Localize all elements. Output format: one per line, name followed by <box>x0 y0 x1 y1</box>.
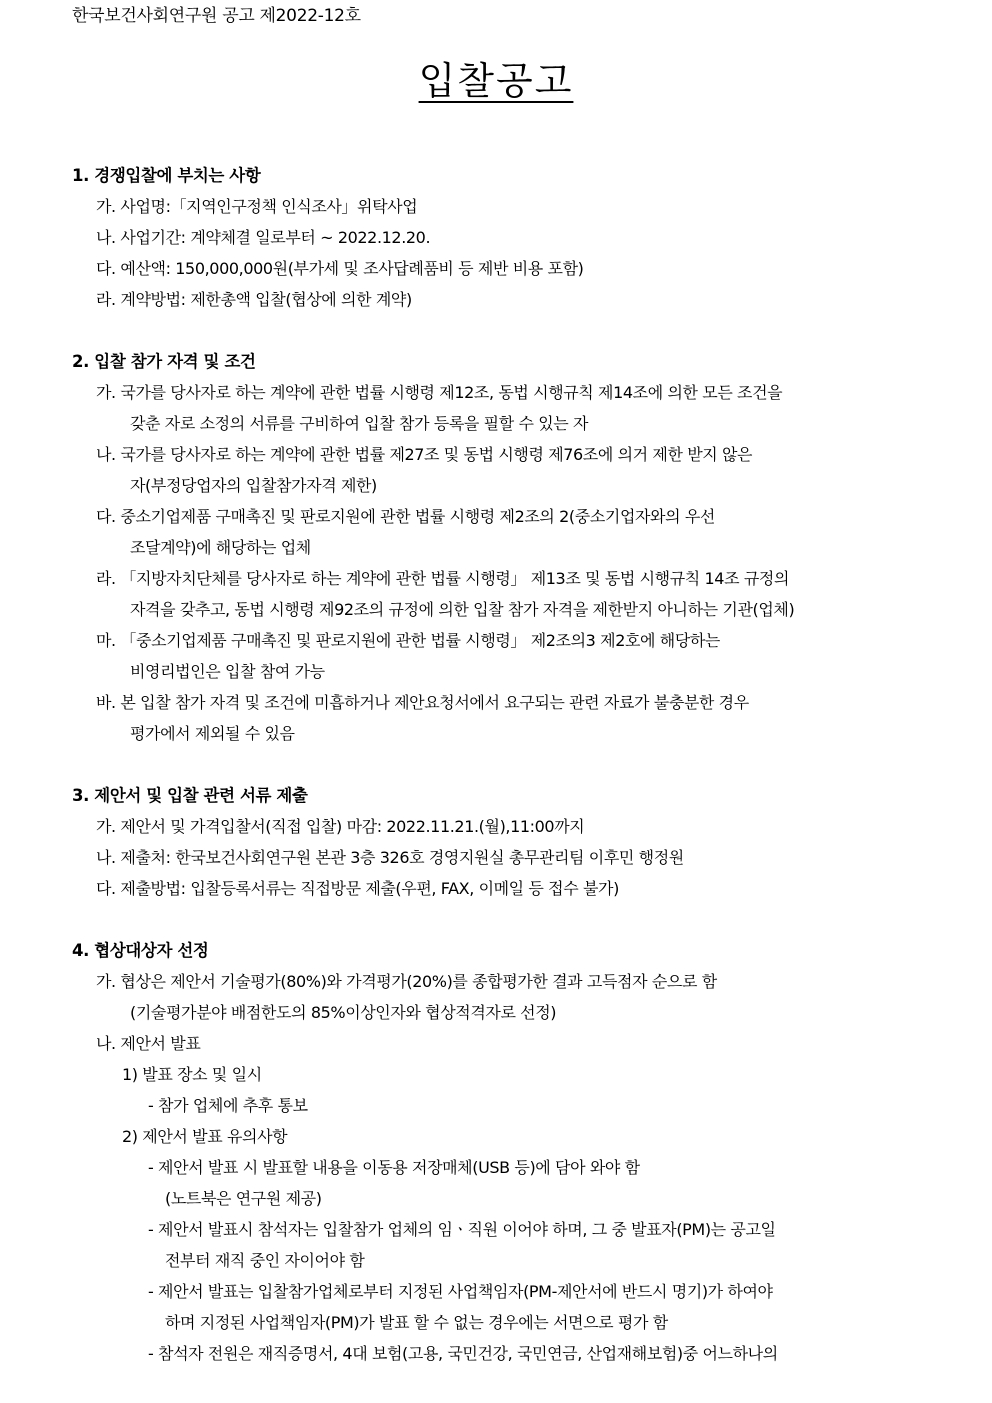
bullet-item: - 제안서 발표는 입찰참가업체로부터 지정된 사업책임자(PM-제안서에 반드시 명기)가 하여야 <box>148 1282 773 1301</box>
list-item: 라. 계약방법: 제한총액 입찰(협상에 의한 계약) <box>96 290 412 309</box>
list-item: 다. 제출방법: 입찰등록서류는 직접방문 제출(우편, FAX, 이메일 등 접수 불가) <box>96 879 619 898</box>
list-item-continuation: 자(부정당업자의 입찰참가자격 제한) <box>130 476 377 495</box>
sub-item: 1) 발표 장소 및 일시 <box>122 1065 262 1084</box>
list-item: 가. 협상은 제안서 기술평가(80%)와 가격평가(20%)를 종합평가한 결과 고득점자 순으로 함 <box>96 972 717 991</box>
section-heading: 1. 경쟁입찰에 부치는 사항 <box>72 166 261 185</box>
bullet-item: - 제안서 발표 시 발표할 내용을 이동용 저장매체(USB 등)에 담아 와야 함 <box>148 1158 640 1177</box>
document-body <box>72 160 932 1369</box>
bullet-item-continuation: 하며 지정된 사업책임자(PM)가 발표 할 수 없는 경우에는 서면으로 평가 함 <box>165 1313 668 1332</box>
bullet-item-continuation: (노트북은 연구원 제공) <box>165 1189 322 1208</box>
list-item-continuation: 자격을 갖추고, 동법 시행령 제92조의 규정에 의한 입찰 참가 자격을 제한받지 아니하는 기관(업체) <box>130 600 795 619</box>
document-title: 입찰공고 <box>418 59 574 103</box>
notice-number: 한국보건사회연구원 공고 제2022-12호 <box>72 6 361 26</box>
list-item: 마. 「중소기업제품 구매촉진 및 판로지원에 관한 법률 시행령」 제2조의3 제2호에 해당하는 <box>96 631 720 650</box>
list-item: 바. 본 입찰 참가 자격 및 조건에 미흡하거나 제안요청서에서 요구되는 관련 자료가 불충분한 경우 <box>96 693 749 712</box>
section-heading: 3. 제안서 및 입찰 관련 서류 제출 <box>72 786 308 805</box>
list-item: 가. 국가를 당사자로 하는 계약에 관한 법률 시행령 제12조, 동법 시행규칙 제14조에 의한 모든 조건을 <box>96 383 783 402</box>
list-item: 다. 중소기업제품 구매촉진 및 판로지원에 관한 법률 시행령 제2조의 2(중소기업자와의 우선 <box>96 507 715 526</box>
list-item: 가. 제안서 및 가격입찰서(직접 입찰) 마감: 2022.11.21.(월),11:00까지 <box>96 817 585 836</box>
list-item-continuation: 갖춘 자로 소정의 서류를 구비하여 입찰 참가 등록을 필할 수 있는 자 <box>130 414 589 433</box>
bullet-item: - 제안서 발표시 참석자는 입찰참가 업체의 임ㆍ직원 이어야 하며, 그 중 발표자(PM)는 공고일 <box>148 1220 776 1239</box>
bullet-item: - 참석자 전원은 재직증명서, 4대 보험(고용, 국민건강, 국민연금, 산업재해보험)중 어느하나의 <box>148 1344 778 1363</box>
list-item: 가. 사업명:「지역인구정책 인식조사」위탁사업 <box>96 197 418 216</box>
list-item-continuation: (기술평가분야 배점한도의 85%이상인자와 협상적격자로 선정) <box>130 1003 557 1022</box>
section-heading: 4. 협상대상자 선정 <box>72 941 209 960</box>
list-item: 라. 「지방자치단체를 당사자로 하는 계약에 관한 법률 시행령」 제13조 및 동법 시행규칙 14조 규정의 <box>96 569 789 588</box>
bullet-item-continuation: 전부터 재직 중인 자이어야 함 <box>165 1251 365 1270</box>
list-item: 나. 국가를 당사자로 하는 계약에 관한 법률 제27조 및 동법 시행령 제76조에 의거 제한 받지 않은 <box>96 445 753 464</box>
list-item: 나. 제출처: 한국보건사회연구원 본관 3층 326호 경영지원실 총무관리팀 이후민 행정원 <box>96 848 684 867</box>
list-item: 다. 예산액: 150,000,000원(부가세 및 조사답례품비 등 제반 비용 포함) <box>96 259 584 278</box>
list-item-continuation: 평가에서 제외될 수 있음 <box>130 724 295 743</box>
section-heading: 2. 입찰 참가 자격 및 조건 <box>72 352 256 371</box>
bullet-item: - 참가 업체에 추후 통보 <box>148 1096 308 1115</box>
list-item-continuation: 비영리법인은 입찰 참여 가능 <box>130 662 325 681</box>
list-item: 나. 제안서 발표 <box>96 1034 201 1053</box>
sub-item: 2) 제안서 발표 유의사항 <box>122 1127 288 1146</box>
list-item: 나. 사업기간: 계약체결 일로부터 ~ 2022.12.20. <box>96 228 431 247</box>
list-item-continuation: 조달계약)에 해당하는 업체 <box>130 538 311 557</box>
